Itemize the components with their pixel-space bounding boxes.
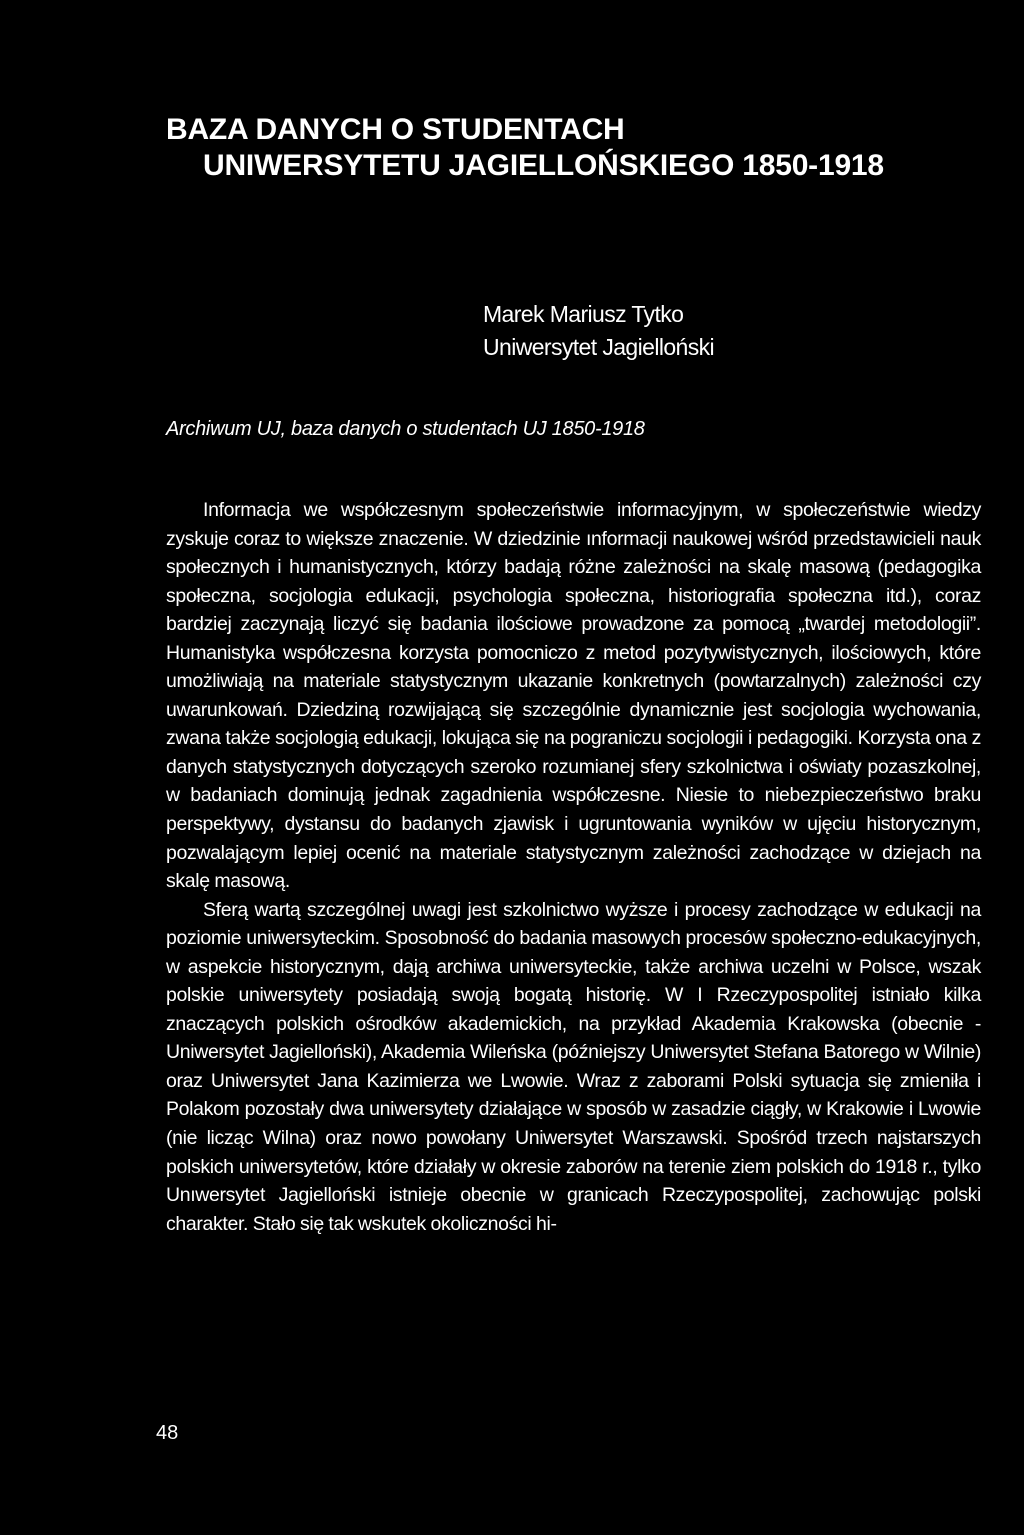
keywords: Archiwum UJ, baza danych o studentach UJ 1850-1918 [166,418,645,440]
paragraph-2: Sferą wartą szczególnej uwagi jest szkolnictwo wyższe i procesy zachodzące w edukacji na poziomie uniwersyteckim. Sposobność do badania masowych procesów społeczno-edukacyjnych, w aspekcie historycznym, dają archiwa uniwersyteckie, także archiwa uczelni w Polsce, wszak polskie uniwersytety posiadają swoją bogatą historię. W I Rzeczypospolitej istniało kilka znaczących polskich ośrodków akademickich, na przykład Akademia Krakowska (obecnie - Uniwersytet Jagielloński), Akademia Wileńska (późniejszy Uniwersytet Stefana Batorego w Wilnie) oraz Uniwersytet Jana Kazimierza we Lwowie. Wraz z zaborami Polski sytuacja się zmieniła i Polakom pozostały dwa uniwersytety działające w sposób w zasadzie ciągły, w Krakowie i Lwowie (nie licząc Wilna) oraz nowo powołany Uniwersytet Warszawski. Spośród trzech najstarszych polskich uniwersytetów, które działały w okresie zaborów na terenie ziem polskich do 1918 r., tylko Unıwersytet Jagielloński istnieje obecnie w granicach Rzeczypospolitej, zachowując polski charakter. Stało się tak wskutek okoliczności hi- [166,898,981,1235]
page-number: 48 [156,1422,179,1444]
article-title-line-1: BAZA DANYCH O STUDENTACH [166,113,625,146]
body-text [166,496,981,1238]
paragraph-1: Informacja we współczesnym społeczeństwie informacyjnym, w społeczeństwie wiedzy zyskuje coraz to większe znaczenie. W dziedzinie ınformacji naukowej wśród przedstawicieli nauk społecznych i humanistycznych, którzy badają różne zależności na skalę masową (pedagogika społeczna, socjologia edukacji, psychologia społeczna, historiografia społeczna itd.), coraz bardziej zaczynają liczyć się badania ilościowe prowadzone za pomocą „twardej metodologii”. Humanistyka współczesna korzysta pomocniczo z metod pozytywistycznych, ilościowych, które umożliwiają na materiale statystycznym ukazanie konkretnych (powtarzalnych) zależności czy uwarunkowań. Dziedziną rozwijającą się szczególnie dynamicznie jest socjologia wychowania, zwana także socjologią edukacji, lokująca się na pograniczu socjologii i pedagogiki. Korzysta ona z danych statystycznych dotyczących szeroko rozumianej sfery szkolnictwa i oświaty pozaszkolnej, w badaniach dominują jednak zagadnienia współczesne. Niesie to niebezpieczeństwo braku perspektywy, dystansu do badanych zjawisk i ugruntowania wyników w ujęciu historycznym, pozwalającym lepiej ocenić na materiale statystycznym zależności zachodzące w dziejach na skalę masową. [166,499,981,893]
author-affiliation: Uniwersytet Jagielloński [483,334,715,360]
article-title [166,112,966,184]
author-name: Marek Mariusz Tytko [483,301,684,327]
author-block [483,298,714,364]
article-title-line-2: UNIWERSYTETU JAGIELLOŃSKIEGO 1850-1918 [203,149,884,182]
